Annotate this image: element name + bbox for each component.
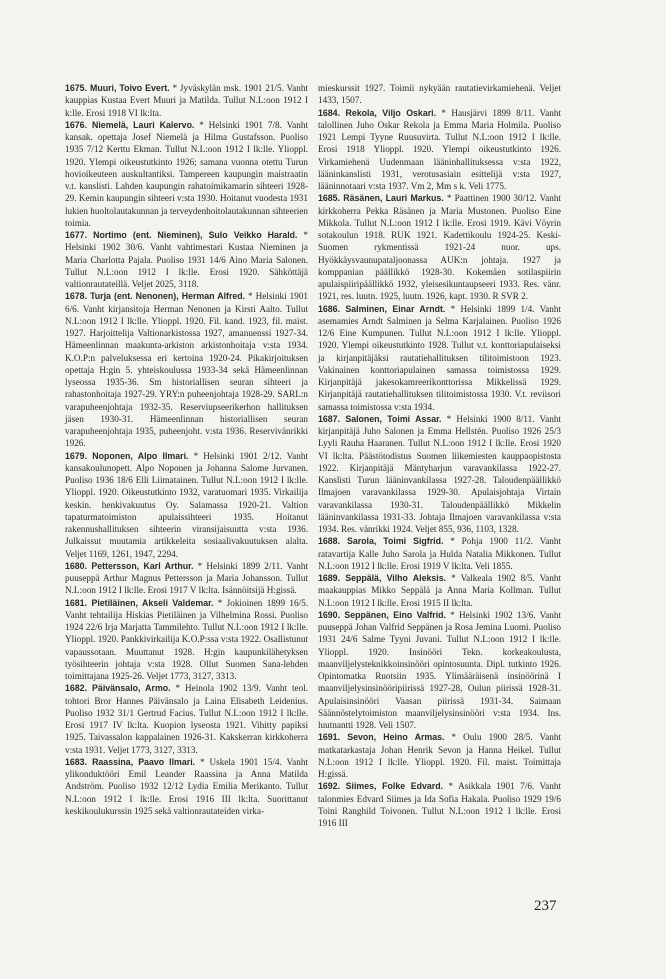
entry-text: * Helsinki 1899 1/4. Vanht asemamies Arndt Salminen ja Selma Karjalainen. Puoliso 1926 12/6 Eine Kumpunen. Tullut N.L:oon 1912 I lk:lle. Ylioppl. 1920. Ylempi oikeustutkinto 1928. Tullut v.t. konttoriapulaiseksi ja kirjanpitäjäksi rautatiehallituksen tilitoimistoon 1923. Vakinainen konttoriapulainen samassa toimistossa 1929. Kirjanpitäjä jakesokamreerikonttorissa Mikkelissä 1929. Kirjanpitäjä rautatiehallituksen tilitoimistossa 1930. V.t. reviisori samassa toimistossa v:sta 1934. <box>318 303 561 412</box>
entry-heading: 1691. Sevon, Heino Armas. <box>318 732 445 743</box>
left-column <box>65 82 308 817</box>
page-number: 237 <box>534 898 557 914</box>
entry-text: * Helsinki 1901 7/8. Vanht kansak. opettaja Josef Niemelä ja Hilma Gustafsson. Puoliso 1935 7/12 Kerttu Ekman. Tullut N.L:oon 1912 I lk:lle. Ylioppl. 1920. Ylempi oikeustutkinto 1926; samana vuonna otettu Turun hovioikeuteen auskultantiksi. Tampereen kaupungin maistraatin v.t. kanslisti. Lahden kaupungin rahatoimikamarin sihteeri 1928-29. Kemin kaupungin sihteeri v:sta 1930. Hoitanut vuodesta 1931 lukien huoltolautakunnan ja terveydenhoitolautakunnan sihteerien toimia. <box>65 119 308 228</box>
biography-entry <box>65 119 308 229</box>
biography-entry <box>318 413 561 536</box>
entry-heading: 1684. Rekola, Viljo Oskari. <box>318 107 437 118</box>
entry-text: * Helsinki 1900 8/11. Vanht kirjanpitäjä Juho Salonen ja Emma Hellstén. Puoliso 1926 25/3 Lyyli Rauha Haaranen. Tullut N.L:oon 1912 I lk:lle. Erosi 1920 VI lk:lta. Päästötodistus Suomen liikemiesten kauppaopistosta 1922. Kirjanpitäjä Mäntyharjun varavankilassa 1922-27. Kanslisti Turun lääninvankilassa 1927-28. Taloudenpäällikkö Ilmajoen varavankilassa 1929-30. Apulaisjohtaja Virtain varavankilassa 1930-31. Taloudenpäällikkö Mikkelin lääninvankilassa 1931-33. Johtaja Ilmajoen varavankilassa v:sta 1934. Res. vänrikki 1924. Veljet 855, 936, 1103, 1328. <box>318 413 561 534</box>
entry-text: * Helsinki 1902 13/6. Vanht puuseppä Johan Valfrid Seppänen ja Rosa Jemina Luomi. Puoliso 1931 24/6 Salme Tyyni Juvani. Tullut N.L:oon 1912 I lk:lle. Ylioppl. 1920. Insinööri Tekn. korkeakoulusta, maanviljelysteknikkoinsinööri opintosuunta. Dipl. tutkinto 1926. Opintomatka Ruotsiin 1935. Ylimääräisenä insinöörinä I maanviljelysinsinööripiirissä 1927-28, Oulun piirissä 1928-31. Apulaisinsinööri Vaasan piirissä 1931-34. Saimaan Säännöstelytoimiston maanviljelysinsinööri v:sta 1934. Ins. luutnantti 1928. Veli 1507. <box>318 609 561 730</box>
biography-entry <box>318 82 561 107</box>
entry-heading: 1682. Päivänsalo, Armo. <box>65 683 171 694</box>
entry-heading: 1683. Raassina, Paavo Ilmari. <box>65 756 196 767</box>
entry-heading: 1688. Sarola, Toimi Sigfrid. <box>318 536 444 547</box>
entry-text: * Paattinen 1900 30/12. Vanht kirkkoherra Pekka Räsänen ja Maria Mustonen. Puoliso Eine Mikkola. Tullut N.L:oon 1912 I lk:lle. Erosi 1919. Kävi Vöyrin sotakoulun 1918. RUK 1921. Kadettikoulu 1924-25. Keski-Suomen rykmentissä 1921-24 nuor. ups. Hyökkäysvaunupataljoonassa AUK:n johtaja. 1927 ja komppanian päällikkö 1928-30. Kokemäen sotilaspiirin apulaispiiripäällikkö 1932, yleisesikuntaupseeri 1933. Res. vänr. 1921, res. luutn. 1925, luutn. 1926, kapt. 1930. R SVR 2. <box>318 193 562 302</box>
entry-text: * Helsinki 1902 30/6. Vanht vahtimestari Kustaa Nieminen ja Maria Charlotta Pajala. Puoliso 1931 14/6 Aino Maria Salonen. Tullut N.L:oon 1912 I lk:lle. Erosi 1920. Sähköttäjä valtionrautateillä. Veljet 2025, 3118. <box>65 230 308 289</box>
entry-heading: 1692. Siimes, Folke Edvard. <box>318 781 444 792</box>
biography-entry <box>318 107 561 193</box>
biography-entry <box>65 229 308 290</box>
entry-heading: 1675. Muuri, Toivo Evert. <box>65 83 170 93</box>
biography-entry <box>318 303 561 413</box>
entry-text: * Uskela 1901 15/4. Vanht ylikonduktööri Emil Leander Raassina ja Anna Matilda Andström. Puoliso 1932 12/12 Lydia Emilia Merikanto. Tullut N.L:oon 1912 I lk:lle. Erosi 1916 III lk:lta. Suorittanut keskikoulukurssin 1925 sekä valtionrautateiden virka- <box>65 756 308 816</box>
biography-entry <box>65 756 308 817</box>
biography-entry <box>318 780 561 829</box>
biography-entry <box>65 450 308 560</box>
entry-text: * Jyväskylän msk. 1901 21/5. Vanht kauppias Kustaa Evert Muuri ja Matilda. Tullut N.L:oon 1912 I k:lle. Erosi 1918 VI lk:lta. <box>65 83 308 118</box>
entry-heading: 1690. Seppänen, Eino Valfrid. <box>318 609 446 620</box>
entry-heading: 1689. Seppälä, Vilho Aleksis. <box>318 573 447 583</box>
entry-text: mieskurssit 1927. Toimii nykyään rautatievirkamiehenä. Veljet 1433, 1507. <box>318 83 561 106</box>
entry-text: * Hausjärvi 1899 8/11. Vanht talollinen Juho Oskar Rekola ja Emma Maria Holmila. Puoliso 1921 Lempi Tyyne Ruusuvirta. Tullut N.L:oon 1912 I lk:lle. Erosi 1918 Ylioppl. 1920. Ylempi oikeustutkinto 1926. Virkamiehenä Uudenmaan lääninhallituksessa v:sta 1922, lääninkanslisti 1931, verotusasiain esittelijä v:sta 1927, lääninnotaari v:sta 1937. Vm 2, Mm s k. Veli 1775. <box>318 107 561 191</box>
biography-entry <box>318 609 561 732</box>
biography-entry <box>65 682 308 756</box>
entry-text: * Helsinki 1899 2/11. Vanht puuseppä Arthur Magnus Pettersson ja Maria Johansson. Tullut N.L:oon 1912 I lk:lle. Erosi 1917 V lk:lta. Isännöitsijä H:gissä. <box>65 560 308 596</box>
entry-heading: 1681. Pietiläinen, Akseli Valdemar. <box>65 597 214 608</box>
entry-heading: 1679. Noponen, Alpo Ilmari. <box>65 450 189 461</box>
biography-entry <box>318 572 561 609</box>
entry-text: * Asikkala 1901 7/6. Vanht talonmies Edvard Siimes ja Ida Sofia Hakala. Puoliso 1929 19/6 Toini Ranghild Toivonen. Tullut N.L:oon 1912 I lk:lle. Erosi 1916 III <box>318 781 561 828</box>
entry-heading: 1680. Pettersson, Karl Arthur. <box>65 560 194 571</box>
entry-text: * Helsinki 1901 6/6. Vanht kirjansitoja Herman Nenonen ja Kirsti Aalto. Tullut N.L:oon 1912 I lk:lle. Ylioppl. 1920. Fil. kand. 1923, fil. maist. 1927. Harjoittelija Valtionarkistossa 1927, amanuenssi 1927-34. Hämeenlinnan maakunta-arkiston arkistonhoitaja v:sta 1934. K.O.P:n palveluksessa eri kertoina 1920-24. Pikakirjoituksen opettaja H:gin 5. yhteiskoulussa 1933-34 sekä Hämeenlinnan lyseossa 1935-36. Sm historiallisen seuran sihteeri ja rahastonhoitaja 1927-29. YRY:n puheenjohtaja 1928-29. SARL:n varapuheenjohtaja 1932-35. Reserviupseerikerhon hallituksen jäsen 1930-31. Hämeenlinnan historiallisen seuran varapuheenjohtaja 1935, puheenjoht. v:sta 1936. Reservivänrikki 1926. <box>65 291 309 449</box>
biography-entry <box>65 290 308 449</box>
entry-heading: 1685. Räsänen, Lauri Markus. <box>318 193 444 204</box>
biography-entry <box>65 82 308 119</box>
entry-heading: 1687. Salonen, Toimi Assar. <box>318 413 442 424</box>
biography-entry <box>65 560 308 597</box>
entry-text: * Valkeala 1902 8/5. Vanht maakauppias Mikko Seppälä ja Anna Maria Kollman. Tullut N.L:oon 1912 I lk:lle. Erosi 1915 II lk:lta. <box>318 573 561 608</box>
biography-entry <box>318 535 561 572</box>
entry-heading: 1678. Turja (ent. Nenonen), Herman Alfred. <box>65 291 246 302</box>
right-column <box>318 82 561 829</box>
entry-text: * Pohja 1900 11/2. Vanht ratavartija Kalle Juho Sarola ja Hulda Natalia Mikkonen. Tullut N.L:oon 1912 I lk:lle. Erosi 1919 V lk:lta. Veli 1855. <box>318 536 562 571</box>
entry-text: * Jokioinen 1899 16/5. Vanht tehtailija Hiskias Pietiläinen ja Vilhelmina Rossi. Puoliso 1924 22/6 Irja Marjatta Tammilehto. Tullut N.L:oon 1912 I lk:lle. Ylioppl. 1920. Pankkivirkailija K.O.P:ssa v:sta 1922. Osallistunut vapaussotaan. Muuttanut 1928. H:gin kaupunkilähetyksen työsihteerin johtaja v:sta 1928. Ollut Suomen Sana-lehden toimittajana 1925-26. Veljet 1773, 3127, 3313. <box>65 597 309 681</box>
entry-text: * Oulu 1900 28/5. Vanht matkatarkastaja Johan Henrik Sevon ja Hanna Heikel. Tullut N.L:oon 1912 I lk:lle. Ylioppl. 1920. Fil. maist. Toimittaja H:gissä. <box>318 732 561 779</box>
entry-text: * Helsinki 1901 2/12. Vanht kansakoulunopett. Alpo Noponen ja Johanna Salome Jurvanen. Puoliso 1936 18/6 Elli Liimatainen. Tullut N.L:oon 1912 I lk:lle. Ylioppl. 1920. Oikeustutkinto 1932, varatuomari 1935. Virkailija keskin. henkivakuutus Oy. Salamassa 1920-21. Valtion tapaturmatoimiston apulaissihteeri 1935. Hoitanut rakennushallituksen sihteerin viransijaisuutta v:sta 1936. Julkaissut muutamia artikkeleita sosiaalivakuutuksen alalta. Veljet 1169, 1261, 1947, 2294. <box>65 450 308 559</box>
entry-heading: 1677. Nortimo (ent. Nieminen), Sulo Veikko Harald. <box>65 230 298 240</box>
entry-text: * Heinola 1902 13/9. Vanht teol. tohtori Bror Hannes Päivänsalo ja Laina Elisabeth Leidenius. Puoliso 1932 31/1 Gertrud Facius. Tullut N.L:oon 1912 I lk:lle. Erosi 1917 IV lk:lta. Kuopion lyseosta 1921. Vihitty papiksi 1925. Taivassalon kappalainen 1926-31. Kakskerran kirkkoherra v:sta 1931. Veljet 1773, 3127, 3313. <box>65 683 309 755</box>
biography-entry <box>318 731 561 780</box>
biography-entry <box>318 192 561 302</box>
entry-heading: 1676. Niemelä, Lauri Kalervo. <box>65 119 195 130</box>
biography-entry <box>65 597 308 683</box>
entry-heading: 1686. Salminen, Einar Arndt. <box>318 303 446 314</box>
